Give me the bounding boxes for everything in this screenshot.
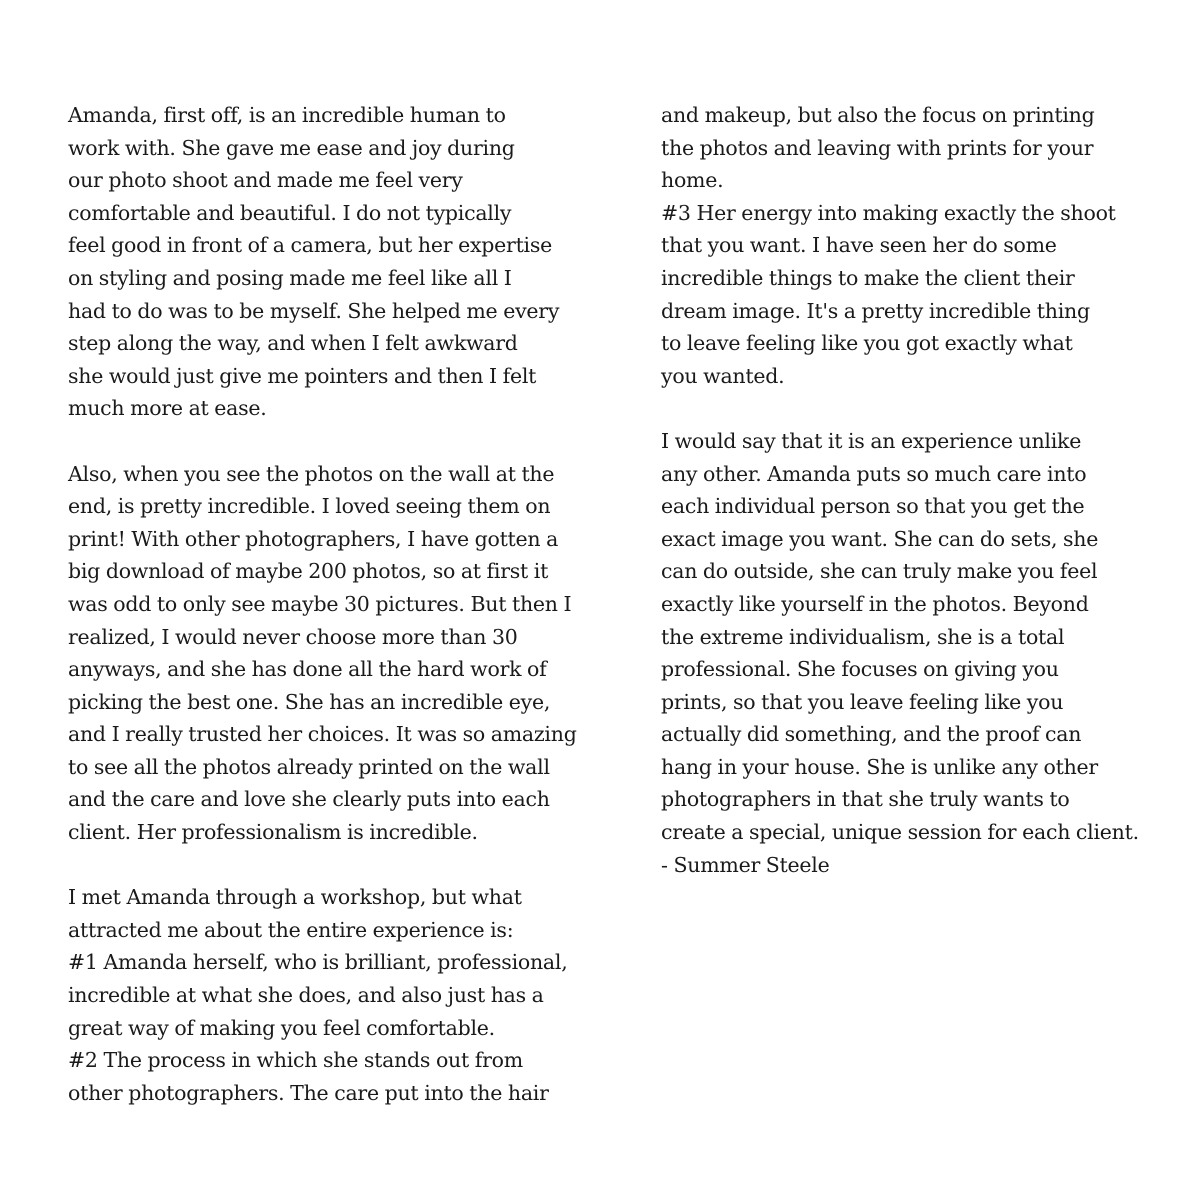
text-line: #2 The process in which she stands out from [68,1048,523,1073]
text-line: the extreme individualism, she is a total [661,624,1065,649]
testimonial-left-column [68,99,608,1109]
paragraph-break [68,425,608,458]
text-line: great way of making you feel comfortable. [68,1015,495,1040]
text-line: other photographers. The care put into the hair [68,1080,549,1105]
text-line: you wanted. [661,363,785,388]
testimonial-right-column [661,99,1181,881]
text-line: picking the best one. She has an incredible eye, [68,689,551,714]
paragraph-break [661,392,1181,425]
text-line: to leave feeling like you got exactly what [661,331,1073,356]
text-line: actually did something, and the proof can [661,722,1082,747]
text-line: each individual person so that you get the [661,494,1085,519]
text-line: home. [661,168,724,193]
text-line: feel good in front of a camera, but her expertise [68,233,553,258]
text-line: photographers in that she truly wants to [661,787,1070,812]
text-line: Amanda, first off, is an incredible human to [68,103,506,127]
text-line: print! With other photographers, I have gotten a [68,526,559,551]
text-line: anyways, and she has done all the hard work of [68,657,547,682]
text-line: any other. Amanda puts so much care into [661,461,1087,486]
text-line: to see all the photos already printed on the wall [68,754,550,779]
text-line: #3 Her energy into making exactly the shoot [661,200,1116,225]
text-line: had to do was to be myself. She helped me every [68,298,560,323]
text-line: realized, I would never choose more than 30 [68,624,518,649]
text-line: much more at ease. [68,396,267,421]
text-line: that you want. I have seen her do some [661,233,1057,258]
text-line: - Summer Steele [661,852,830,877]
text-line: I met Amanda through a workshop, but what [68,885,522,910]
paragraph-break [68,849,608,882]
text-line: exactly like yourself in the photos. Beyond [661,591,1089,616]
text-line: the photos and leaving with prints for your [661,135,1094,160]
text-line: client. Her professionalism is incredible. [68,820,478,845]
text-line: Also, when you see the photos on the wall at the [68,461,555,486]
text-line: prints, so that you leave feeling like you [661,689,1064,714]
text-line: step along the way, and when I felt awkward [68,331,518,356]
text-line: professional. She focuses on giving you [661,657,1059,682]
text-line: work with. She gave me ease and joy during [68,135,515,160]
text-line: I would say that it is an experience unlike [661,428,1082,453]
text-line: can do outside, she can truly make you feel [661,559,1098,584]
text-line: end, is pretty incredible. I loved seeing them on [68,494,551,519]
text-line: attracted me about the entire experience is: [68,917,514,942]
text-line: big download of maybe 200 photos, so at first it [68,559,549,584]
text-line: and the care and love she clearly puts into each [68,787,550,812]
text-line: and I really trusted her choices. It was so amazing [68,722,577,747]
text-line: incredible things to make the client their [661,265,1075,290]
text-line: she would just give me pointers and then I felt [68,363,537,388]
text-line: create a special, unique session for each client. [661,820,1139,845]
text-line: and makeup, but also the focus on printing [661,103,1095,127]
text-line: exact image you want. She can do sets, she [661,526,1099,551]
text-line: hang in your house. She is unlike any other [661,754,1098,779]
text-line: incredible at what she does, and also just has a [68,983,544,1008]
text-line: comfortable and beautiful. I do not typically [68,200,512,225]
text-line: on styling and posing made me feel like all I [68,265,512,290]
text-line: #1 Amanda herself, who is brilliant, professional, [68,950,568,975]
text-line: was odd to only see maybe 30 pictures. But then I [68,591,572,616]
text-line: dream image. It's a pretty incredible thing [661,298,1090,323]
text-line: our photo shoot and made me feel very [68,168,463,193]
